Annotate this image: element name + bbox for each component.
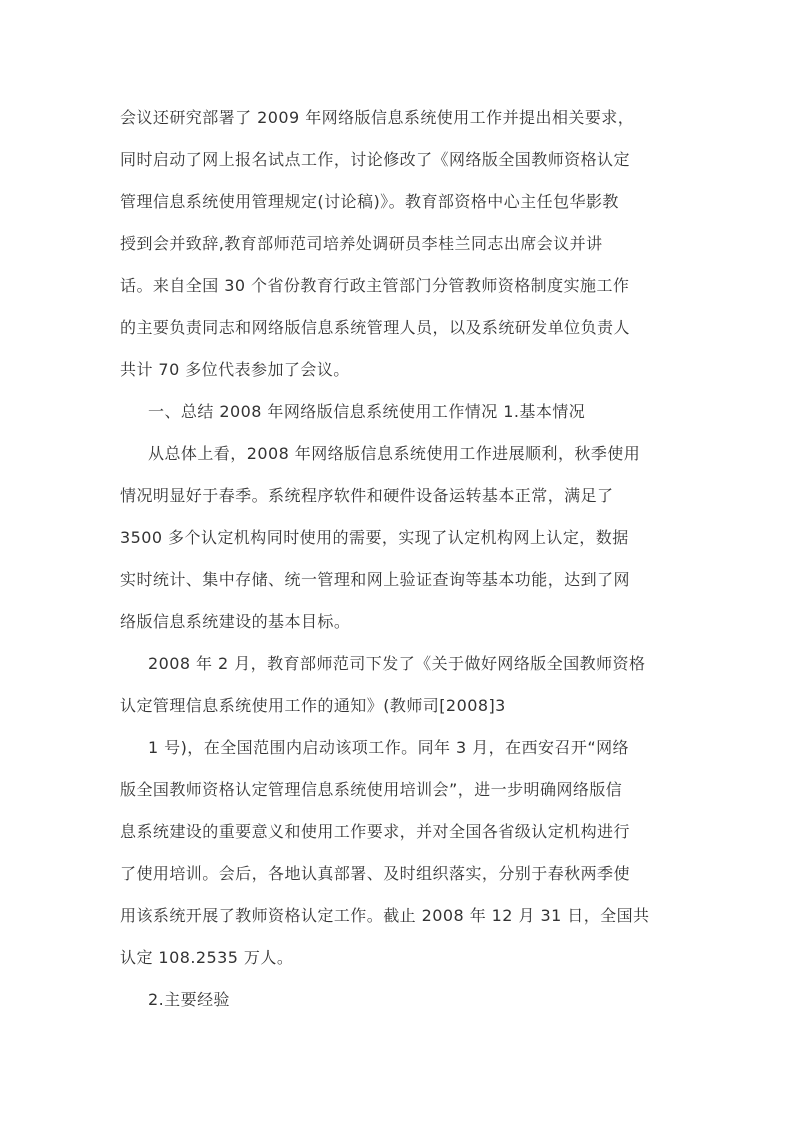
text-line: 话。来自全国 30 个省份教育行政主管部门分管教师资格制度实施工作 <box>120 276 630 295</box>
text-line: 同时启动了网上报名试点工作，讨论修改了《网络版全国教师资格认定 <box>120 150 630 169</box>
text-line: 络版信息系统建设的基本目标。 <box>120 612 351 631</box>
text-line: 管理信息系统使用管理规定(讨论稿)》。教育部资格中心主任包华影教 <box>120 192 619 211</box>
paragraph-start: 1 号)，在全国范围内启动该项工作。同年 3 月，在西安召开“网络 <box>148 738 629 757</box>
text-line: 版全国教师资格认定管理信息系统使用培训会”，进一步明确网络版信 <box>120 780 623 799</box>
paragraph-start: 2008 年 2 月，教育部师范司下发了《关于做好网络版全国教师资格 <box>148 654 646 673</box>
text-line: 授到会并致辞,教育部师范司培养处调研员李桂兰同志出席会议并讲 <box>120 234 603 253</box>
text-line: 实时统计、集中存储、统一管理和网上验证查询等基本功能，达到了网 <box>120 570 630 589</box>
section-heading: 一、总结 2008 年网络版信息系统使用工作情况 1.基本情况 <box>148 402 586 421</box>
paragraph-start: 从总体上看，2008 年网络版信息系统使用工作进展顺利，秋季使用 <box>148 444 641 463</box>
text-line: 用该系统开展了教师资格认定工作。截止 2008 年 12 月 31 日，全国共 <box>120 906 650 925</box>
text-line: 3500 多个认定机构同时使用的需要，实现了认定机构网上认定，数据 <box>120 528 629 547</box>
text-line: 情况明显好于春季。系统程序软件和硬件设备运转基本正常，满足了 <box>120 486 614 505</box>
text-line: 共计 70 多位代表参加了会议。 <box>120 360 350 379</box>
text-line: 的主要负责同志和网络版信息系统管理人员，以及系统研发单位负责人 <box>120 318 630 337</box>
text-line: 认定 108.2535 万人。 <box>120 948 294 967</box>
section-heading: 2.主要经验 <box>148 990 230 1009</box>
text-line: 会议还研究部署了 2009 年网络版信息系统使用工作并提出相关要求， <box>120 108 635 127</box>
text-line: 息系统建设的重要意义和使用工作要求，并对全国各省级认定机构进行 <box>120 822 630 841</box>
text-line: 了使用培训。会后，各地认真部署、及时组织落实，分别于春秋两季使 <box>120 864 630 883</box>
text-line: 认定管理信息系统使用工作的通知》(教师司[2008]3 <box>120 696 506 715</box>
